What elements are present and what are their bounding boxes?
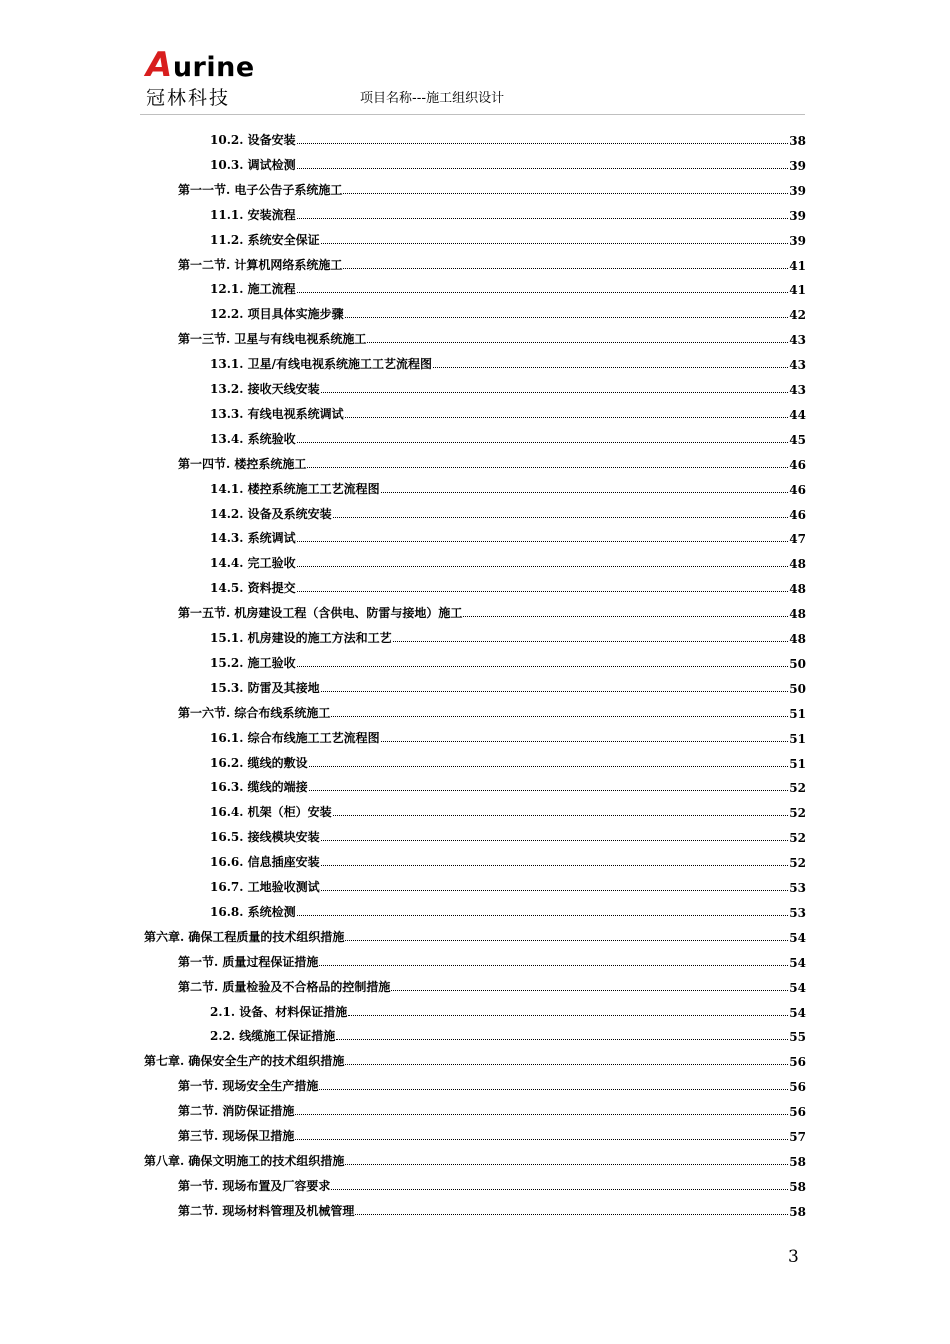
toc-entry-page: 51 [789, 731, 806, 746]
toc-leader-dots [297, 915, 789, 916]
toc-entry-page: 54 [789, 1005, 806, 1020]
page-number: 3 [788, 1247, 799, 1267]
toc-entry[interactable] [210, 224, 806, 248]
toc-leader-dots [343, 268, 788, 269]
toc-leader-dots [345, 1164, 788, 1165]
toc-entry-page: 48 [789, 607, 806, 622]
toc-entry-label: 第六章. 确保工程质量的技术组织措施 [144, 929, 345, 944]
toc-leader-dots [297, 591, 789, 592]
toc-leader-dots [321, 392, 789, 393]
toc-leader-dots [321, 691, 789, 692]
toc-leader-dots [297, 442, 789, 443]
toc-entry[interactable] [210, 647, 806, 671]
toc-entry-page: 58 [789, 1204, 806, 1219]
toc-entry-page: 48 [789, 582, 806, 597]
toc-leader-dots [355, 1214, 788, 1215]
toc-entry-page: 54 [789, 930, 806, 945]
toc-entry-page: 47 [789, 532, 806, 547]
toc-entry-label: 14.2. 设备及系统安装 [210, 506, 332, 521]
toc-entry-page: 46 [789, 507, 806, 522]
toc-entry-page: 57 [789, 1130, 806, 1144]
toc-entry[interactable] [210, 298, 806, 322]
logo-chinese-name: 冠林科技 [146, 87, 231, 109]
toc-entry[interactable] [210, 199, 806, 223]
toc-entry-page: 43 [789, 383, 806, 397]
logo-letter-a: A [146, 45, 173, 85]
toc-leader-dots [295, 1114, 788, 1115]
toc-entry[interactable] [210, 672, 806, 696]
toc-leader-dots [336, 1039, 788, 1040]
toc-entry-page: 56 [789, 1105, 806, 1120]
toc-entry-label: 第八章. 确保文明施工的技术组织措施 [144, 1153, 345, 1168]
toc-leader-dots [297, 168, 789, 169]
toc-entry[interactable] [178, 174, 806, 198]
toc-leader-dots [297, 566, 789, 567]
toc-entry-label: 第二节. 消防保证措施 [178, 1104, 295, 1119]
toc-leader-dots [321, 840, 789, 841]
toc-entry-page: 38 [789, 134, 806, 148]
toc-entry[interactable] [210, 722, 806, 746]
logo-letters: urine [172, 52, 255, 83]
toc-entry[interactable] [210, 1020, 806, 1044]
toc-entry-label: 11.1. 安装流程 [210, 207, 296, 222]
toc-leader-dots [345, 940, 788, 941]
toc-entry[interactable] [210, 846, 806, 870]
toc-entry[interactable] [178, 448, 806, 472]
toc-entry[interactable] [210, 996, 806, 1020]
toc-entry-label: 第一四节. 楼控系统施工 [178, 456, 307, 471]
toc-leader-dots [343, 193, 788, 194]
toc-entry[interactable] [178, 946, 806, 970]
toc-entry[interactable] [210, 522, 806, 546]
toc-entry[interactable] [210, 498, 806, 522]
toc-entry[interactable] [144, 1045, 806, 1069]
company-logo [146, 45, 255, 110]
toc-entry[interactable] [178, 1095, 806, 1119]
toc-entry-label: 第一六节. 综合布线系统施工 [178, 705, 331, 720]
toc-leader-dots [307, 467, 788, 468]
toc-entry-label: 12.2. 项目具体实施步骤 [210, 307, 344, 322]
toc-leader-dots [295, 1139, 788, 1140]
toc-entry-label: 10.2. 设备安装 [210, 133, 296, 147]
toc-entry[interactable] [210, 124, 806, 148]
toc-entry-label: 16.2. 缆线的敷设 [210, 755, 308, 770]
toc-entry-label: 14.5. 资料提交 [210, 581, 296, 596]
toc-leader-dots [331, 1189, 788, 1190]
toc-entry-page: 50 [789, 656, 806, 671]
toc-entry-page: 43 [789, 358, 806, 373]
toc-entry-label: 14.3. 系统调试 [210, 531, 296, 546]
toc-entry[interactable] [210, 871, 806, 895]
toc-entry-page: 39 [789, 183, 806, 198]
logo-wordmark [146, 45, 255, 85]
toc-entry-label: 16.1. 综合布线施工工艺流程图 [210, 730, 380, 745]
toc-leader-dots [348, 1015, 788, 1016]
toc-entry-page: 52 [789, 831, 806, 846]
toc-entry-page: 52 [789, 806, 806, 821]
toc-entry[interactable] [210, 747, 806, 771]
toc-entry[interactable] [178, 1120, 806, 1144]
toc-entry-label: 16.5. 接线模块安装 [210, 830, 320, 845]
toc-leader-dots [297, 541, 789, 542]
toc-leader-dots [381, 741, 789, 742]
toc-entry-page: 39 [789, 208, 806, 223]
toc-entry[interactable] [210, 771, 806, 795]
toc-entry[interactable] [144, 1145, 806, 1169]
toc-leader-dots [331, 716, 788, 717]
toc-entry-label: 第二节. 现场材料管理及机械管理 [178, 1203, 355, 1218]
toc-entry-label: 12.1. 施工流程 [210, 282, 296, 297]
toc-entry-label: 2.1. 设备、材料保证措施 [210, 1004, 348, 1019]
toc-entry-label: 13.4. 系统验收 [210, 431, 296, 446]
toc-leader-dots [333, 815, 789, 816]
toc-entry[interactable] [210, 547, 806, 571]
toc-entry[interactable] [210, 423, 806, 447]
toc-entry-page: 52 [789, 856, 806, 871]
toc-entry-page: 46 [789, 482, 806, 497]
toc-entry-page: 55 [789, 1030, 806, 1045]
toc-entry-label: 2.2. 线缆施工保证措施 [210, 1029, 336, 1044]
toc-entry-label: 第一节. 现场安全生产措施 [178, 1079, 319, 1094]
toc-entry-label: 13.2. 接收天线安装 [210, 382, 320, 396]
toc-entry-page: 52 [789, 781, 806, 796]
toc-entry-page: 41 [789, 258, 806, 273]
toc-leader-dots [297, 666, 789, 667]
toc-entry-label: 第七章. 确保安全生产的技术组织措施 [144, 1054, 345, 1069]
toc-entry-page: 54 [789, 980, 806, 995]
toc-entry-page: 53 [789, 905, 806, 920]
toc-entry[interactable] [178, 597, 806, 621]
toc-entry-page: 41 [789, 283, 806, 298]
toc-entry-label: 14.4. 完工验收 [210, 556, 296, 571]
toc-entry[interactable] [210, 273, 806, 297]
toc-entry[interactable] [210, 796, 806, 820]
toc-entry[interactable] [178, 697, 806, 721]
toc-entry-page: 58 [789, 1154, 806, 1169]
toc-entry-page: 48 [789, 557, 806, 572]
toc-leader-dots [367, 342, 788, 343]
toc-entry-label: 14.1. 楼控系统施工工艺流程图 [210, 481, 380, 496]
toc-leader-dots [333, 517, 789, 518]
toc-entry[interactable] [178, 971, 806, 995]
toc-leader-dots [391, 990, 788, 991]
toc-entry[interactable] [210, 821, 806, 845]
toc-leader-dots [433, 367, 788, 368]
toc-leader-dots [309, 766, 789, 767]
header-title: 项目名称---施工组织设计 [360, 91, 505, 106]
toc-entry-page: 43 [789, 333, 806, 348]
toc-leader-dots [297, 143, 789, 144]
toc-leader-dots [345, 1064, 788, 1065]
toc-entry-label: 第一三节. 卫星与有线电视系统施工 [178, 332, 367, 347]
toc-entry-label: 第一节. 质量过程保证措施 [178, 954, 319, 969]
toc-entry-page: 53 [789, 881, 806, 895]
toc-entry[interactable] [210, 348, 806, 372]
toc-entry-page: 45 [789, 432, 806, 447]
toc-entry-page: 48 [789, 632, 806, 646]
toc-entry[interactable] [178, 249, 806, 273]
toc-entry-label: 第二节. 质量检验及不合格品的控制措施 [178, 979, 391, 994]
toc-entry-label: 15.3. 防雷及其接地 [210, 680, 320, 695]
toc-entry[interactable] [210, 473, 806, 497]
toc-entry-page: 56 [789, 1080, 806, 1095]
toc-entry[interactable] [178, 323, 806, 347]
toc-entry-label: 第一五节. 机房建设工程（含供电、防雷与接地）施工 [178, 606, 463, 621]
toc-entry-page: 51 [789, 706, 806, 721]
toc-entry-page: 42 [789, 308, 806, 323]
toc-leader-dots [345, 317, 789, 318]
header-divider [140, 114, 805, 115]
toc-leader-dots [321, 890, 789, 891]
toc-entry-page: 58 [789, 1179, 806, 1194]
toc-leader-dots [463, 616, 788, 617]
toc-entry-label: 13.3. 有线电视系统调试 [210, 406, 344, 421]
toc-entry-label: 第一二节. 计算机网络系统施工 [178, 257, 343, 272]
toc-entry-label: 11.2. 系统安全保证 [210, 232, 320, 247]
toc-entry-label: 16.3. 缆线的端接 [210, 780, 308, 795]
toc-entry[interactable] [210, 622, 806, 646]
toc-entry[interactable] [210, 572, 806, 596]
toc-leader-dots [321, 865, 789, 866]
toc-entry-label: 13.1. 卫星/有线电视系统施工工艺流程图 [210, 357, 432, 372]
toc-entry[interactable] [210, 398, 806, 422]
toc-leader-dots [319, 965, 788, 966]
toc-leader-dots [319, 1089, 788, 1090]
toc-leader-dots [297, 292, 789, 293]
toc-entry-page: 50 [789, 681, 806, 696]
toc-entry-label: 10.3. 调试检测 [210, 157, 296, 172]
toc-entry[interactable] [178, 1195, 806, 1219]
toc-entry-page: 44 [789, 407, 806, 422]
toc-entry[interactable] [178, 1070, 806, 1094]
toc-entry-label: 16.6. 信息插座安装 [210, 855, 320, 870]
toc-entry-label: 15.2. 施工验收 [210, 655, 296, 670]
toc-leader-dots [297, 218, 789, 219]
toc-entry-label: 16.4. 机架（柜）安装 [210, 805, 332, 820]
toc-entry-label: 第一节. 现场布置及厂容要求 [178, 1178, 331, 1193]
toc-entry-label: 16.8. 系统检测 [210, 904, 296, 919]
toc-entry-label: 16.7. 工地验收测试 [210, 880, 320, 894]
toc-entry[interactable] [178, 1170, 806, 1194]
toc-entry[interactable] [144, 921, 806, 945]
toc-leader-dots [309, 790, 789, 791]
toc-entry[interactable] [210, 373, 806, 397]
toc-leader-dots [321, 243, 789, 244]
toc-entry-page: 46 [789, 457, 806, 472]
toc-entry-label: 第三节. 现场保卫措施 [178, 1129, 295, 1143]
toc-entry[interactable] [210, 149, 806, 173]
toc-leader-dots [381, 492, 789, 493]
toc-entry-page: 54 [789, 955, 806, 970]
toc-leader-dots [345, 417, 789, 418]
toc-entry[interactable] [210, 896, 806, 920]
toc-entry-page: 39 [789, 233, 806, 248]
toc-entry-page: 56 [789, 1055, 806, 1070]
toc-leader-dots [393, 641, 789, 642]
toc-entry-page: 51 [789, 756, 806, 771]
toc-entry-label: 15.1. 机房建设的施工方法和工艺 [210, 631, 392, 645]
toc-entry-page: 39 [789, 158, 806, 173]
toc-entry-label: 第一一节. 电子公告子系统施工 [178, 182, 343, 197]
